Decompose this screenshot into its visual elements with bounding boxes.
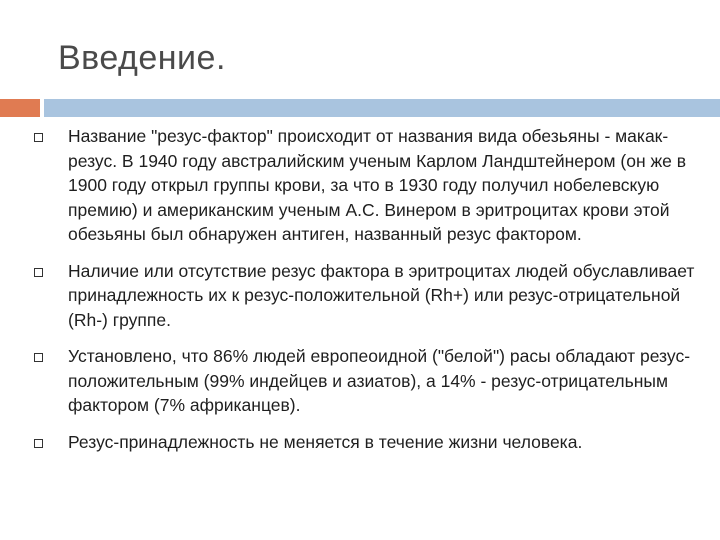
bullet-item-statistics: [34, 344, 698, 418]
square-bullet-icon: [34, 268, 43, 277]
bullet-item-origin: [34, 124, 698, 247]
bullet-text: Резус-принадлежность не меняется в течение жизни человека.: [68, 431, 583, 452]
title-accent-bar: [0, 99, 40, 117]
title-underline-bar: [44, 99, 720, 117]
square-bullet-icon: [34, 353, 43, 362]
bullet-text: Наличие или отсутствие резус фактора в эритроцитах людей обуславливает принадлежность их к резус-положительной (Rh+) или резус-отрицательной (Rh-) группе.: [68, 260, 695, 330]
square-bullet-icon: [34, 133, 43, 142]
bullet-list: [34, 124, 698, 466]
square-bullet-icon: [34, 439, 43, 448]
bullet-item-presence: [34, 259, 698, 333]
bullet-text: Установлено, что 86% людей европеоидной ("белой") расы обладают резус-положительным (99% индейцев и азиатов), а 14% - резус-отрицательным фактором (7% африканцев).: [68, 346, 691, 415]
slide-title: Введение.: [58, 39, 226, 77]
bullet-item-lifetime: [34, 430, 698, 455]
bullet-text: Название "резус-фактор" происходит от названия вида обезьяны - макак-резус. В 1940 году австралийским ученым Карлом Ландштейнером (он же в 1900 году открыл группы крови, за что в 1930 году получил нобелевскую премию) и американским ученым А.С. Винером в эритроцитах крови этой обезьяны был обнаружен антиген, названный резус фактором.: [68, 126, 687, 244]
